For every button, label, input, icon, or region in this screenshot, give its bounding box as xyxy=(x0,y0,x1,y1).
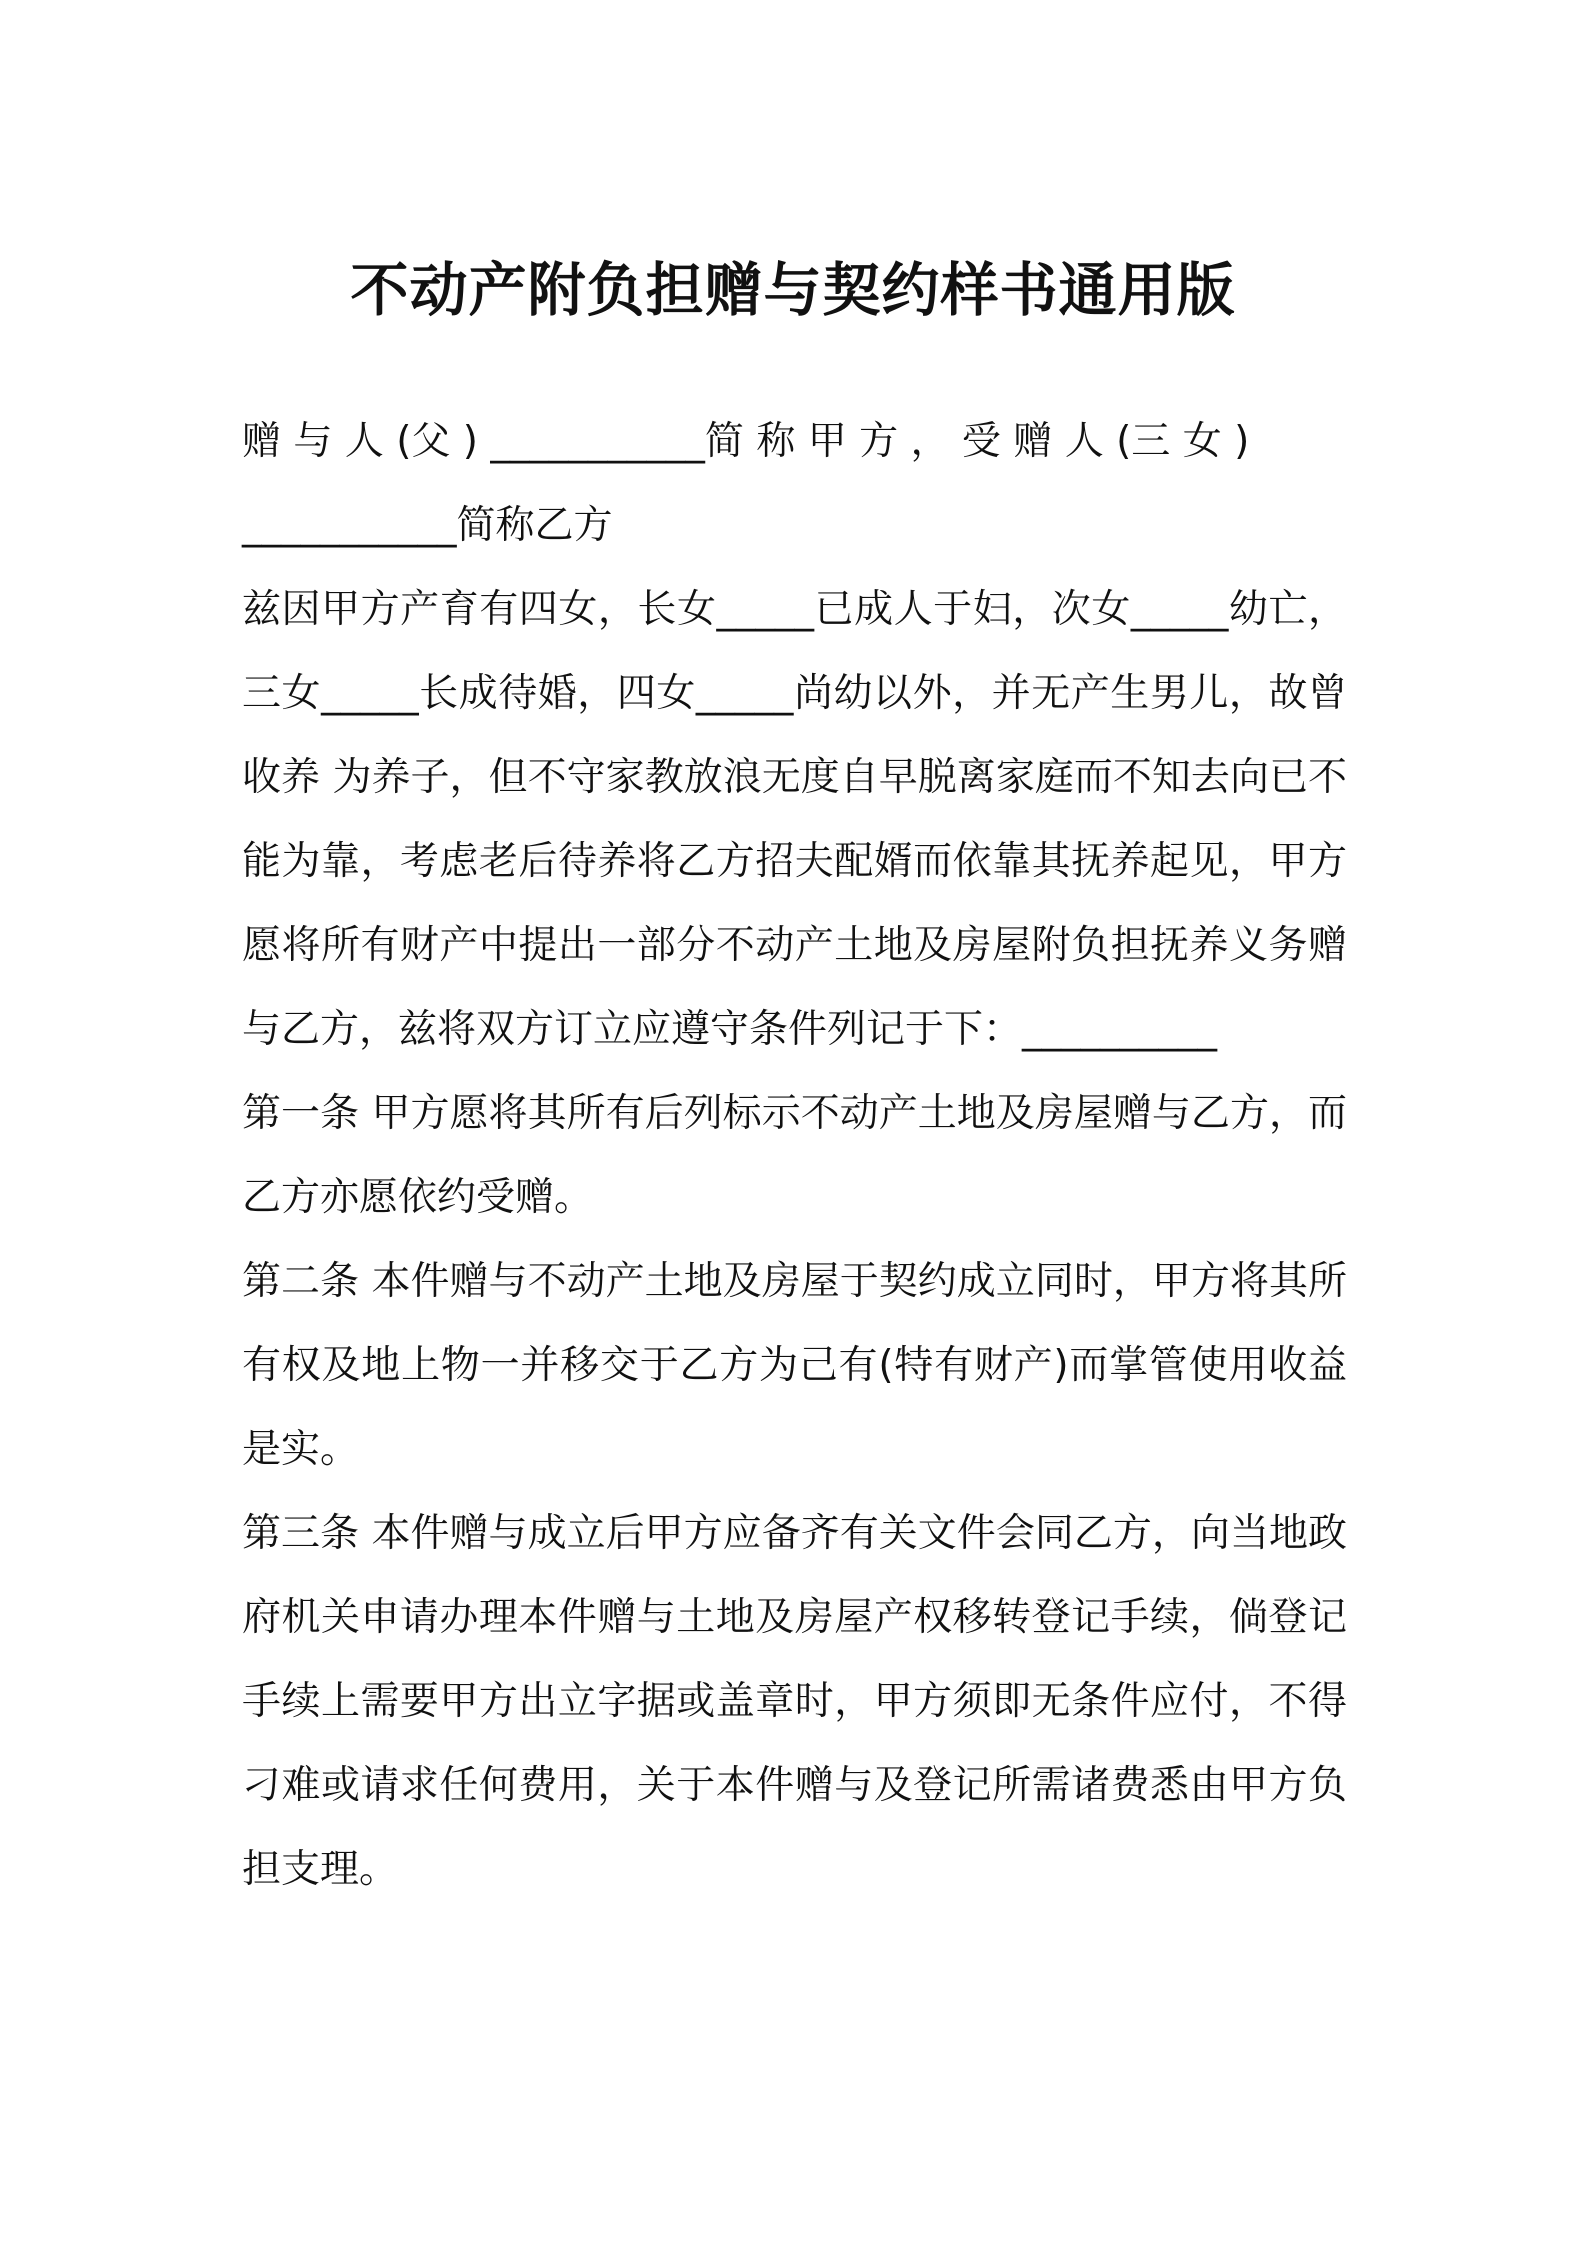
parties-line-2: ___________简称乙方 xyxy=(242,503,613,548)
article-3-paragraph: 第三条 本件赠与成立后甲方应备齐有关文件会同乙方，向当地政府机关申请办理本件赠与土地及房屋产权移转登记手续，倘登记手续上需要甲方出立字据或盖章时，甲方须即无条件应付，不得刁难或请求任何费用，关于本件赠与及登记所需诸费悉由甲方负担支理。 xyxy=(242,1511,1347,1892)
document-body xyxy=(242,400,1347,1912)
preamble-paragraph: 兹因甲方产育有四女，长女_____已成人于妇，次女_____幼亡，三女_____长成待婚，四女_____尚幼以外，并无产生男儿，故曾收养 为养子，但不守家教放浪无度自早脱离家庭而不知去向已不能为靠，考虑老后待养将乙方招夫配婿而依靠其抚养起见，甲方愿将所有财产中提出一部分不动产土地及房屋附负担抚养义务赠与乙方，兹将双方订立应遵守条件列记于下：__________ xyxy=(242,587,1347,1052)
document-title: 不动产附负担赠与契约样书通用版 xyxy=(350,256,1236,324)
article-1-paragraph: 第一条 甲方愿将其所有后列标示不动产土地及房屋赠与乙方，而乙方亦愿依约受赠。 xyxy=(242,1091,1347,1220)
article-2-paragraph: 第二条 本件赠与不动产土地及房屋于契约成立同时，甲方将其所有权及地上物一并移交于乙方为己有(特有财产)而掌管使用收益是实。 xyxy=(242,1259,1347,1472)
parties-line-1: 赠 与 人 (父 ) ___________简 称 甲 方 ， 受 赠 人 (三 女 ) xyxy=(242,419,1250,464)
